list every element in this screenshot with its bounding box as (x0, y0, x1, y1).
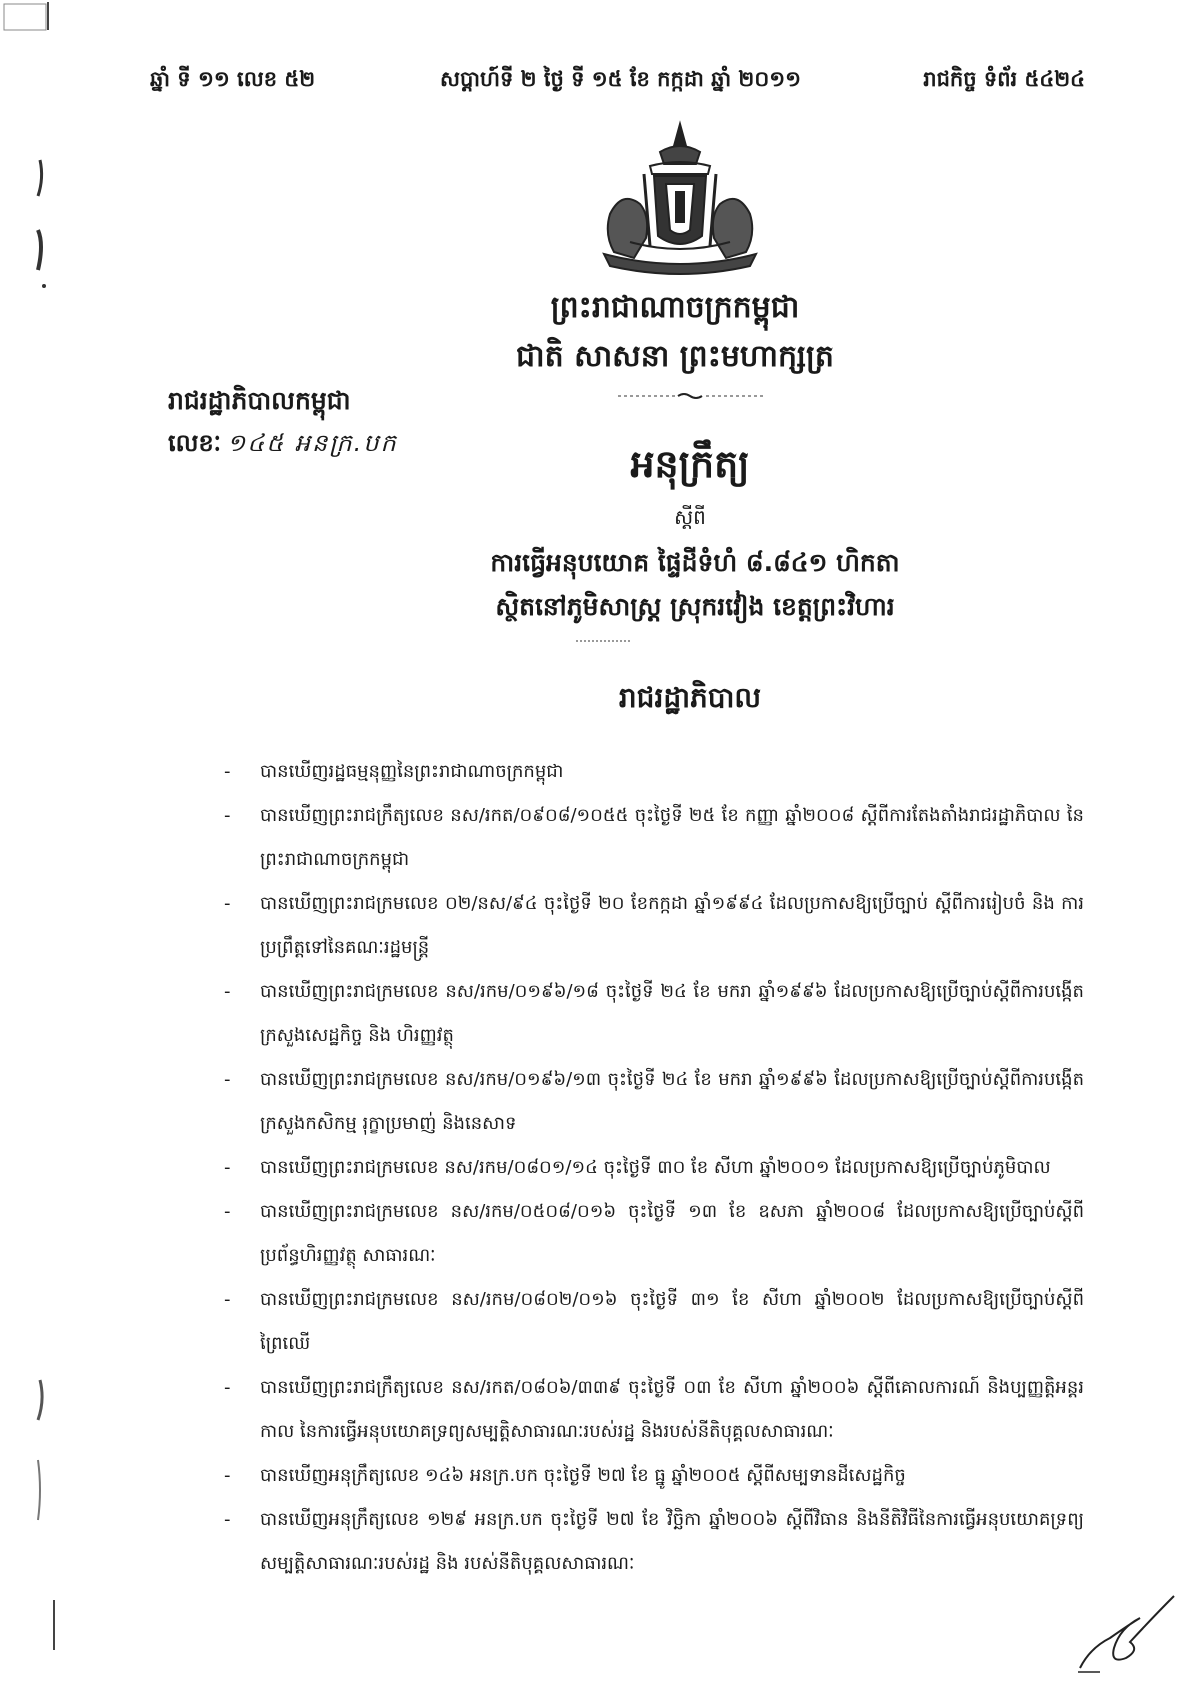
ornamental-divider (618, 392, 764, 400)
short-divider (576, 638, 632, 644)
gazette-page-number: រាជកិច្ច ទំព័រ ៥៤២៤ (923, 67, 1085, 91)
legal-basis-item: - បានឃើញព្រះរាជក្រមលេខ នស/រកម/០៨០១/១៤ ចុះថ្ងៃទី ៣០ ខែ សីហា ឆ្នាំ២០០១ ដែលប្រកាសឱ្យប្រើច្បាប់ភូមិបាល (224, 1157, 1051, 1178)
legal-basis-item: - បានឃើញអនុក្រឹត្យលេខ ១៤៦ អនក្រ.បក ចុះថ្ងៃទី ២៧ ខែ ធ្នូ ឆ្នាំ២០០៥ ស្តីពីសម្បទានដីសេដ្ឋកិច្ច (224, 1465, 906, 1486)
scan-edge-marks (0, 0, 70, 1684)
legal-basis-item: - បានឃើញព្រះរាជក្រមលេខ នស/រកម/០១៩៦/១៣ ចុះថ្ងៃទី ២៤ ខែ មករា ឆ្នាំ១៩៩៦ ដែលប្រកាសឱ្យប្រើច្បាប់ស្តីពីការបង្កើតក្រសួងកសិកម្ម រុក្ខាប្រមាញ់ និងនេសាទ (224, 1069, 1084, 1134)
issue-date: សប្តាហ៍ទី ២ ថ្ងៃ ទី ១៥ ខែ កក្កដា ឆ្នាំ ២០១១ (440, 67, 801, 91)
kingdom-name: ព្រះរាជាណាចក្រកម្ពុជា (550, 290, 800, 325)
document-number-label: លេខៈ (168, 429, 222, 457)
issue-year-number: ឆ្នាំ ទី ១១ លេខ ៥២ (150, 67, 316, 91)
legal-basis-item: - បានឃើញអនុក្រឹត្យលេខ ១២៩ អនក្រ.បក ចុះថ្ងៃទី ២៧ ខែ វិច្ឆិកា ឆ្នាំ២០០៦ ស្តីពីវិធាន និងនីតិវិធីនៃការធ្វើអនុបយោគទ្រព្យសម្បត្តិសាធារណៈរបស់រដ្ឋ និង របស់នីតិបុគ្គលសាធារណៈ (224, 1509, 1084, 1574)
subject-line-2: ស្ថិតនៅភូមិសាស្ត្រ ស្រុករវៀង ខេត្តព្រះវិហារ (495, 592, 895, 621)
about-label: ស្តីពី (674, 505, 706, 529)
legal-basis-list (224, 750, 1084, 1586)
royal-coat-of-arms-icon (590, 118, 770, 278)
issuing-authority: រាជរដ្ឋាភិបាលកម្ពុជា (168, 386, 351, 415)
document-type-title: អនុក្រឹត្យ (630, 442, 750, 486)
government-heading: រាជរដ្ឋាភិបាល (618, 681, 762, 714)
legal-basis-item: - បានឃើញព្រះរាជក្រមលេខ ០២/នស/៩៤ ចុះថ្ងៃទី ២០ ខែកក្កដា ឆ្នាំ១៩៩៤ ដែលប្រកាសឱ្យប្រើច្បាប់ ស្តីពីការរៀបចំ និង ការប្រព្រឹត្តទៅនៃគណៈរដ្ឋមន្ត្រី (224, 893, 1084, 958)
legal-basis-item: - បានឃើញព្រះរាជក្រមលេខ នស/រកម/០៥០៨/០១៦ ចុះថ្ងៃទី ១៣ ខែ ឧសភា ឆ្នាំ២០០៨ ដែលប្រកាសឱ្យប្រើច្បាប់ស្តីពីប្រព័ន្ធហិរញ្ញវត្ថុ សាធារណៈ (224, 1201, 1084, 1266)
gazette-header (150, 66, 1085, 102)
legal-basis-item: - បានឃើញព្រះរាជក្រមលេខ នស/រកម/០៨០២/០១៦ ចុះថ្ងៃទី ៣១ ខែ សីហា ឆ្នាំ២០០២ ដែលប្រកាសឱ្យប្រើច្បាប់ស្តីពីព្រៃឈើ (224, 1289, 1084, 1354)
document-number-value: ១៤៥ អនក្រ.បក (227, 429, 398, 457)
legal-basis-item: - បានឃើញរដ្ឋធម្មនុញ្ញនៃព្រះរាជាណាចក្រកម្ពុជា (224, 761, 564, 782)
legal-basis-item: - បានឃើញព្រះរាជក្រមលេខ នស/រកម/០១៩៦/១៨ ចុះថ្ងៃទី ២៤ ខែ មករា ឆ្នាំ១៩៩៦ ដែលប្រកាសឱ្យប្រើច្បាប់ស្តីពីការបង្កើតក្រសួងសេដ្ឋកិច្ច និង ហិរញ្ញវត្ថុ (224, 981, 1084, 1046)
legal-basis-item: - បានឃើញព្រះរាជក្រឹត្យលេខ នស/រកត/០៩០៨/១០៥៥ ចុះថ្ងៃទី ២៥ ខែ កញ្ញា ឆ្នាំ២០០៨ ស្តីពីការតែងតាំងរាជរដ្ឋាភិបាល នៃព្រះរាជាណាចក្រកម្ពុជា (224, 805, 1084, 870)
subject-line-1: ការធ្វើអនុបយោគ ផ្ទៃដីទំហំ ៨.៨៤១ ហិកតា (490, 548, 900, 577)
document-number (168, 428, 398, 463)
initials-signature-icon (1070, 1588, 1180, 1678)
national-motto: ជាតិ សាសនា ព្រះមហាក្សត្រ (516, 339, 834, 374)
legal-basis-item: - បានឃើញព្រះរាជក្រឹត្យលេខ នស/រកត/០៨០៦/៣៣៩ ចុះថ្ងៃទី ០៣ ខែ សីហា ឆ្នាំ២០០៦ ស្តីពីគោលការណ៍ និងប្បញ្ញត្តិអន្តរកាល នៃការធ្វើអនុបយោគទ្រព្យសម្បត្តិសាធារណៈរបស់រដ្ឋ និងរបស់នីតិបុគ្គលសាធារណៈ (224, 1377, 1084, 1442)
